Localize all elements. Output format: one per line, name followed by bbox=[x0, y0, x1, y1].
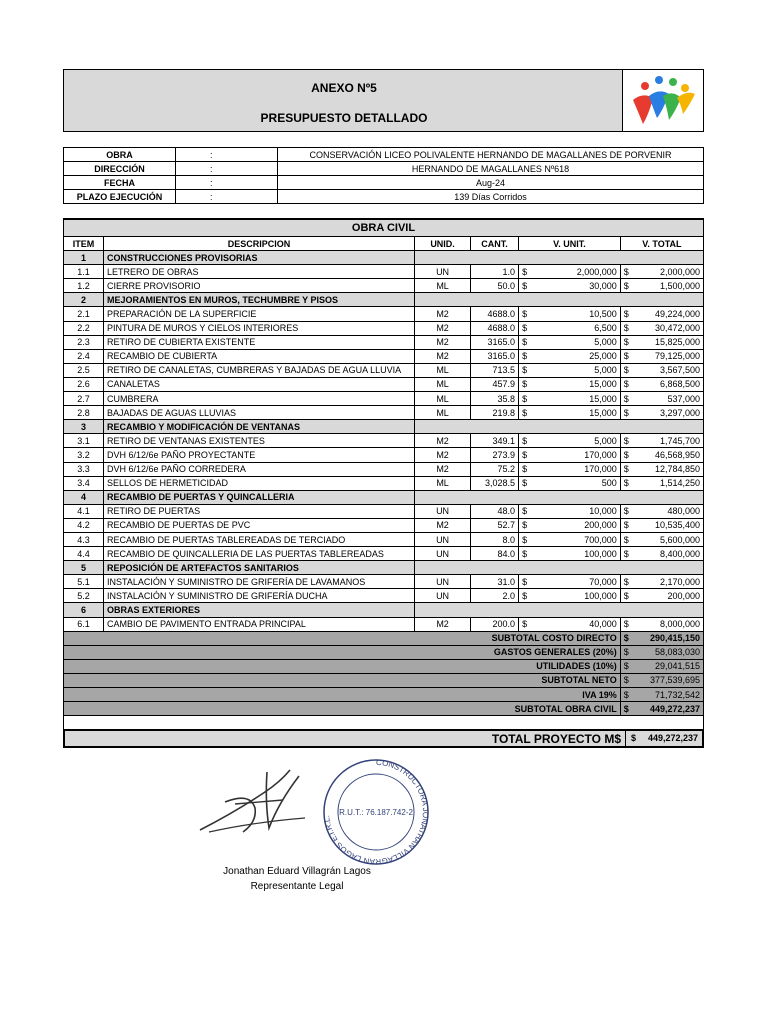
currency-symbol: $ bbox=[519, 476, 533, 490]
currency-symbol: $ bbox=[620, 448, 634, 462]
currency-symbol: $ bbox=[519, 617, 533, 631]
item-quantity: 273.9 bbox=[471, 448, 519, 462]
item-unit: UN bbox=[415, 504, 471, 518]
item-unit-value: 15,000 bbox=[533, 406, 620, 420]
item-description: RETIRO DE VENTANAS EXISTENTES bbox=[104, 434, 415, 448]
section-title: REPOSICIÓN DE ARTEFACTOS SANITARIOS bbox=[104, 561, 415, 575]
item-unit-value: 15,000 bbox=[533, 377, 620, 391]
info-value: HERNANDO DE MAGALLANES Nº618 bbox=[278, 162, 704, 176]
item-quantity: 349.1 bbox=[471, 434, 519, 448]
empty-cell bbox=[415, 561, 704, 575]
item-description: CUMBRERA bbox=[104, 392, 415, 406]
item-number: 5.1 bbox=[64, 575, 104, 589]
handwritten-signature bbox=[195, 762, 325, 842]
item-unit-value: 40,000 bbox=[533, 617, 620, 631]
item-quantity: 4688.0 bbox=[471, 321, 519, 335]
item-quantity: 31.0 bbox=[471, 575, 519, 589]
section-row bbox=[64, 251, 704, 265]
item-total-value: 1,745,700 bbox=[635, 434, 704, 448]
item-quantity: 3165.0 bbox=[471, 335, 519, 349]
currency-symbol: $ bbox=[620, 617, 634, 631]
item-unit: M2 bbox=[415, 518, 471, 532]
item-description: RETIRO DE PUERTAS bbox=[104, 504, 415, 518]
item-unit-value: 100,000 bbox=[533, 589, 620, 603]
currency-symbol: $ bbox=[620, 688, 634, 702]
info-label: OBRA bbox=[64, 148, 176, 162]
item-number: 5.2 bbox=[64, 589, 104, 603]
table-row bbox=[64, 575, 704, 589]
summary-value: 377,539,695 bbox=[635, 673, 704, 687]
item-total-value: 49,224,000 bbox=[635, 307, 704, 321]
item-unit: ML bbox=[415, 406, 471, 420]
item-description: RECAMBIO DE QUINCALLERIA DE LAS PUERTAS TABLEREADAS bbox=[104, 547, 415, 561]
currency-symbol: $ bbox=[620, 504, 634, 518]
item-quantity: 2.0 bbox=[471, 589, 519, 603]
table-row bbox=[64, 434, 704, 448]
currency-symbol: $ bbox=[620, 363, 634, 377]
currency-symbol: $ bbox=[519, 532, 533, 546]
item-number: 4.1 bbox=[64, 504, 104, 518]
table-row bbox=[64, 448, 704, 462]
item-unit: UN bbox=[415, 547, 471, 561]
currency-symbol: $ bbox=[620, 673, 634, 687]
item-description: LETRERO DE OBRAS bbox=[104, 265, 415, 279]
item-number: 2.5 bbox=[64, 363, 104, 377]
section-row bbox=[64, 420, 704, 434]
item-number: 2.6 bbox=[64, 377, 104, 391]
currency-symbol: $ bbox=[620, 392, 634, 406]
section-row bbox=[64, 490, 704, 504]
item-unit: ML bbox=[415, 377, 471, 391]
currency-symbol: $ bbox=[620, 279, 634, 293]
item-description: DVH 6/12/6e PAÑO PROYECTANTE bbox=[104, 448, 415, 462]
item-number: 2.1 bbox=[64, 307, 104, 321]
item-quantity: 75.2 bbox=[471, 462, 519, 476]
currency-symbol: $ bbox=[620, 434, 634, 448]
total-amount: 449,272,237 bbox=[647, 733, 698, 743]
item-unit-value: 6,500 bbox=[533, 321, 620, 335]
item-number: 2.4 bbox=[64, 349, 104, 363]
item-unit-value: 100,000 bbox=[533, 547, 620, 561]
item-unit-value: 10,500 bbox=[533, 307, 620, 321]
item-unit-value: 500 bbox=[533, 476, 620, 490]
item-number: 2.2 bbox=[64, 321, 104, 335]
table-row bbox=[64, 363, 704, 377]
item-unit: ML bbox=[415, 476, 471, 490]
section-number: 6 bbox=[64, 603, 104, 617]
item-unit: M2 bbox=[415, 434, 471, 448]
item-quantity: 48.0 bbox=[471, 504, 519, 518]
section-title: OBRAS EXTERIORES bbox=[104, 603, 415, 617]
item-unit-value: 700,000 bbox=[533, 532, 620, 546]
table-row bbox=[64, 349, 704, 363]
summary-label: SUBTOTAL COSTO DIRECTO bbox=[64, 631, 621, 645]
item-description: RETIRO DE CANALETAS, CUMBRERAS Y BAJADAS DE AGUA LLUVIA bbox=[104, 363, 415, 377]
currency-symbol: $ bbox=[519, 377, 533, 391]
item-total-value: 6,868,500 bbox=[635, 377, 704, 391]
item-unit-value: 5,000 bbox=[533, 363, 620, 377]
section-title: RECAMBIO DE PUERTAS Y QUINCALLERIA bbox=[104, 490, 415, 504]
item-quantity: 219.8 bbox=[471, 406, 519, 420]
item-number: 4.4 bbox=[64, 547, 104, 561]
currency-symbol: $ bbox=[620, 518, 634, 532]
column-header-item: ITEM bbox=[64, 237, 104, 251]
currency-symbol: $ bbox=[620, 335, 634, 349]
info-row bbox=[64, 162, 704, 176]
summary-row bbox=[64, 645, 704, 659]
item-unit-value: 5,000 bbox=[533, 335, 620, 349]
summary-value: 71,732,542 bbox=[635, 688, 704, 702]
item-quantity: 713.5 bbox=[471, 363, 519, 377]
item-number: 3.3 bbox=[64, 462, 104, 476]
summary-value: 58,083,030 bbox=[635, 645, 704, 659]
section-number: 4 bbox=[64, 490, 104, 504]
item-unit: ML bbox=[415, 392, 471, 406]
currency-symbol: $ bbox=[620, 659, 634, 673]
currency-symbol: $ bbox=[620, 589, 634, 603]
item-description: SELLOS DE HERMETICIDAD bbox=[104, 476, 415, 490]
table-row bbox=[64, 476, 704, 490]
summary-label: GASTOS GENERALES (20%) bbox=[64, 645, 621, 659]
info-separator: : bbox=[176, 162, 278, 176]
table-row bbox=[64, 547, 704, 561]
table-row bbox=[64, 589, 704, 603]
empty-cell bbox=[415, 293, 704, 307]
signatory-name: Jonathan Eduard Villagrán Lagos bbox=[223, 866, 371, 877]
summary-row bbox=[64, 688, 704, 702]
currency-symbol: $ bbox=[519, 589, 533, 603]
currency-symbol: $ bbox=[519, 321, 533, 335]
currency-symbol: $ bbox=[620, 575, 634, 589]
item-quantity: 457.9 bbox=[471, 377, 519, 391]
item-quantity: 200.0 bbox=[471, 617, 519, 631]
item-unit: M2 bbox=[415, 448, 471, 462]
currency-symbol: $ bbox=[620, 265, 634, 279]
item-unit: UN bbox=[415, 575, 471, 589]
item-total-value: 12,784,850 bbox=[635, 462, 704, 476]
summary-row bbox=[64, 673, 704, 687]
item-quantity: 50.0 bbox=[471, 279, 519, 293]
item-total-value: 1,500,000 bbox=[635, 279, 704, 293]
item-quantity: 52.7 bbox=[471, 518, 519, 532]
empty-cell bbox=[415, 420, 704, 434]
item-unit: UN bbox=[415, 589, 471, 603]
item-unit: UN bbox=[415, 532, 471, 546]
summary-row bbox=[64, 702, 704, 716]
currency-symbol: $ bbox=[620, 307, 634, 321]
summary-label: SUBTOTAL NETO bbox=[64, 673, 621, 687]
item-description: PREPARACIÓN DE LA SUPERFICIE bbox=[104, 307, 415, 321]
summary-label: UTILIDADES (10%) bbox=[64, 659, 621, 673]
item-total-value: 3,297,000 bbox=[635, 406, 704, 420]
currency-symbol: $ bbox=[519, 349, 533, 363]
info-row bbox=[64, 176, 704, 190]
item-total-value: 2,000,000 bbox=[635, 265, 704, 279]
table-row bbox=[64, 532, 704, 546]
item-description: INSTALACIÓN Y SUMINISTRO DE GRIFERÍA DE LAVAMANOS bbox=[104, 575, 415, 589]
item-quantity: 8.0 bbox=[471, 532, 519, 546]
total-project-bar bbox=[63, 729, 704, 748]
section-number: 5 bbox=[64, 561, 104, 575]
section-number: 1 bbox=[64, 251, 104, 265]
currency-symbol: $ bbox=[620, 349, 634, 363]
currency-symbol: $ bbox=[620, 547, 634, 561]
item-description: RECAMBIO DE PUERTAS DE PVC bbox=[104, 518, 415, 532]
item-unit-value: 5,000 bbox=[533, 434, 620, 448]
currency-symbol: $ bbox=[519, 307, 533, 321]
currency-symbol: $ bbox=[620, 377, 634, 391]
currency-symbol: $ bbox=[519, 575, 533, 589]
item-description: INSTALACIÓN Y SUMINISTRO DE GRIFERÍA DUCHA bbox=[104, 589, 415, 603]
column-header-total-value: V. TOTAL bbox=[620, 237, 703, 251]
item-unit: M2 bbox=[415, 349, 471, 363]
item-number: 1.1 bbox=[64, 265, 104, 279]
section-number: 2 bbox=[64, 293, 104, 307]
item-total-value: 8,000,000 bbox=[635, 617, 704, 631]
item-quantity: 3,028.5 bbox=[471, 476, 519, 490]
item-unit: M2 bbox=[415, 462, 471, 476]
item-number: 1.2 bbox=[64, 279, 104, 293]
item-description: CANALETAS bbox=[104, 377, 415, 391]
column-header-unit: UNID. bbox=[415, 237, 471, 251]
item-total-value: 200,000 bbox=[635, 589, 704, 603]
table-row bbox=[64, 462, 704, 476]
section-title: RECAMBIO Y MODIFICACIÓN DE VENTANAS bbox=[104, 420, 415, 434]
section-title: CONSTRUCCIONES PROVISORIAS bbox=[104, 251, 415, 265]
summary-label: IVA 19% bbox=[64, 688, 621, 702]
item-number: 2.8 bbox=[64, 406, 104, 420]
section-title: MEJORAMIENTOS EN MUROS, TECHUMBRE Y PISOS bbox=[104, 293, 415, 307]
empty-cell bbox=[415, 251, 704, 265]
logo bbox=[622, 70, 703, 131]
table-row bbox=[64, 406, 704, 420]
project-info-table bbox=[63, 147, 704, 204]
info-separator: : bbox=[176, 176, 278, 190]
table-row bbox=[64, 377, 704, 391]
item-number: 6.1 bbox=[64, 617, 104, 631]
signatory-role: Representante Legal bbox=[250, 881, 344, 892]
item-unit: M2 bbox=[415, 321, 471, 335]
currency-symbol: $ bbox=[519, 434, 533, 448]
item-unit-value: 25,000 bbox=[533, 349, 620, 363]
stamp-company-text: CONSTRUCTORA JONATHAN VILLAGRÁN LAGOS E.I.R.L. bbox=[322, 757, 431, 865]
people-logo-icon bbox=[623, 70, 703, 131]
item-total-value: 46,568,950 bbox=[635, 448, 704, 462]
empty-cell bbox=[415, 490, 704, 504]
info-row bbox=[64, 190, 704, 204]
table-row bbox=[64, 617, 704, 631]
section-row bbox=[64, 561, 704, 575]
item-unit-value: 170,000 bbox=[533, 462, 620, 476]
item-total-value: 1,514,250 bbox=[635, 476, 704, 490]
item-quantity: 35.8 bbox=[471, 392, 519, 406]
item-number: 4.2 bbox=[64, 518, 104, 532]
item-unit: M2 bbox=[415, 307, 471, 321]
table-row bbox=[64, 392, 704, 406]
item-number: 3.1 bbox=[64, 434, 104, 448]
item-unit-value: 10,000 bbox=[533, 504, 620, 518]
item-unit-value: 15,000 bbox=[533, 392, 620, 406]
total-label: TOTAL PROYECTO M$ bbox=[491, 732, 621, 746]
item-total-value: 537,000 bbox=[635, 392, 704, 406]
item-description: CAMBIO DE PAVIMENTO ENTRADA PRINCIPAL bbox=[104, 617, 415, 631]
item-total-value: 8,400,000 bbox=[635, 547, 704, 561]
table-row bbox=[64, 321, 704, 335]
item-quantity: 84.0 bbox=[471, 547, 519, 561]
table-row bbox=[64, 279, 704, 293]
table-row bbox=[64, 335, 704, 349]
item-number: 2.3 bbox=[64, 335, 104, 349]
currency-symbol: $ bbox=[519, 462, 533, 476]
currency-symbol: $ bbox=[620, 631, 634, 645]
item-total-value: 3,567,500 bbox=[635, 363, 704, 377]
currency-symbol: $ bbox=[620, 321, 634, 335]
info-value: CONSERVACIÓN LICEO POLIVALENTE HERNANDO DE MAGALLANES DE PORVENIR bbox=[278, 148, 704, 162]
item-unit: M2 bbox=[415, 617, 471, 631]
summary-label: SUBTOTAL OBRA CIVIL bbox=[64, 702, 621, 716]
annex-title: ANEXO Nº5 bbox=[311, 81, 377, 95]
currency-symbol: $ bbox=[620, 406, 634, 420]
item-number: 4.3 bbox=[64, 532, 104, 546]
item-unit: M2 bbox=[415, 335, 471, 349]
item-description: PINTURA DE MUROS Y CIELOS INTERIORES bbox=[104, 321, 415, 335]
section-number: 3 bbox=[64, 420, 104, 434]
item-description: CIERRE PROVISORIO bbox=[104, 279, 415, 293]
currency-symbol: $ bbox=[519, 448, 533, 462]
item-unit: UN bbox=[415, 265, 471, 279]
info-value: 139 Días Corridos bbox=[278, 190, 704, 204]
currency-symbol: $ bbox=[620, 476, 634, 490]
column-header-unit-value: V. UNIT. bbox=[519, 237, 621, 251]
item-unit-value: 70,000 bbox=[533, 575, 620, 589]
item-total-value: 30,472,000 bbox=[635, 321, 704, 335]
summary-row bbox=[64, 659, 704, 673]
currency-symbol: $ bbox=[620, 532, 634, 546]
info-separator: : bbox=[176, 148, 278, 162]
summary-value: 290,415,150 bbox=[635, 631, 704, 645]
document-header bbox=[63, 69, 704, 132]
table-row bbox=[64, 307, 704, 321]
item-unit-value: 170,000 bbox=[533, 448, 620, 462]
section-row bbox=[64, 293, 704, 307]
info-row bbox=[64, 148, 704, 162]
empty-cell bbox=[415, 603, 704, 617]
table-row bbox=[64, 265, 704, 279]
document-subtitle: PRESUPUESTO DETALLADO bbox=[260, 111, 428, 125]
info-separator: : bbox=[176, 190, 278, 204]
currency-symbol: $ bbox=[620, 462, 634, 476]
table-row bbox=[64, 518, 704, 532]
currency-symbol: $ bbox=[519, 406, 533, 420]
currency-symbol: $ bbox=[519, 279, 533, 293]
total-currency: $ bbox=[631, 733, 637, 743]
info-label: PLAZO EJECUCIÓN bbox=[64, 190, 176, 204]
item-quantity: 1.0 bbox=[471, 265, 519, 279]
column-header-description: DESCRIPCION bbox=[104, 237, 415, 251]
item-unit: ML bbox=[415, 363, 471, 377]
currency-symbol: $ bbox=[519, 504, 533, 518]
table-title: OBRA CIVIL bbox=[64, 219, 704, 237]
currency-symbol: $ bbox=[519, 363, 533, 377]
item-total-value: 79,125,000 bbox=[635, 349, 704, 363]
item-total-value: 5,600,000 bbox=[635, 532, 704, 546]
info-value: Aug-24 bbox=[278, 176, 704, 190]
item-description: RECAMBIO DE CUBIERTA bbox=[104, 349, 415, 363]
item-description: DVH 6/12/6e PAÑO CORREDERA bbox=[104, 462, 415, 476]
currency-symbol: $ bbox=[519, 547, 533, 561]
summary-value: 29,041,515 bbox=[635, 659, 704, 673]
item-number: 3.2 bbox=[64, 448, 104, 462]
item-unit-value: 30,000 bbox=[533, 279, 620, 293]
section-row bbox=[64, 603, 704, 617]
currency-symbol: $ bbox=[519, 335, 533, 349]
company-stamp bbox=[316, 755, 436, 865]
currency-symbol: $ bbox=[519, 265, 533, 279]
table-row bbox=[64, 504, 704, 518]
item-total-value: 10,535,400 bbox=[635, 518, 704, 532]
currency-symbol: $ bbox=[620, 645, 634, 659]
item-number: 2.7 bbox=[64, 392, 104, 406]
item-description: RETIRO DE CUBIERTA EXISTENTE bbox=[104, 335, 415, 349]
stamp-rut: R.U.T.: 76.187.742-2 bbox=[339, 808, 413, 817]
budget-table bbox=[63, 218, 704, 731]
item-unit-value: 2,000,000 bbox=[533, 265, 620, 279]
item-total-value: 15,825,000 bbox=[635, 335, 704, 349]
item-quantity: 3165.0 bbox=[471, 349, 519, 363]
table-header-row bbox=[64, 237, 704, 251]
info-label: DIRECCIÓN bbox=[64, 162, 176, 176]
summary-row bbox=[64, 631, 704, 645]
item-description: BAJADAS DE AGUAS LLUVIAS bbox=[104, 406, 415, 420]
info-label: FECHA bbox=[64, 176, 176, 190]
item-unit-value: 200,000 bbox=[533, 518, 620, 532]
summary-value: 449,272,237 bbox=[635, 702, 704, 716]
item-total-value: 480,000 bbox=[635, 504, 704, 518]
item-number: 3.4 bbox=[64, 476, 104, 490]
item-total-value: 2,170,000 bbox=[635, 575, 704, 589]
item-quantity: 4688.0 bbox=[471, 307, 519, 321]
currency-symbol: $ bbox=[519, 392, 533, 406]
column-header-quantity: CANT. bbox=[471, 237, 519, 251]
item-unit: ML bbox=[415, 279, 471, 293]
currency-symbol: $ bbox=[620, 702, 634, 716]
item-description: RECAMBIO DE PUERTAS TABLEREADAS DE TERCIADO bbox=[104, 532, 415, 546]
currency-symbol: $ bbox=[519, 518, 533, 532]
total-divider bbox=[625, 731, 626, 746]
